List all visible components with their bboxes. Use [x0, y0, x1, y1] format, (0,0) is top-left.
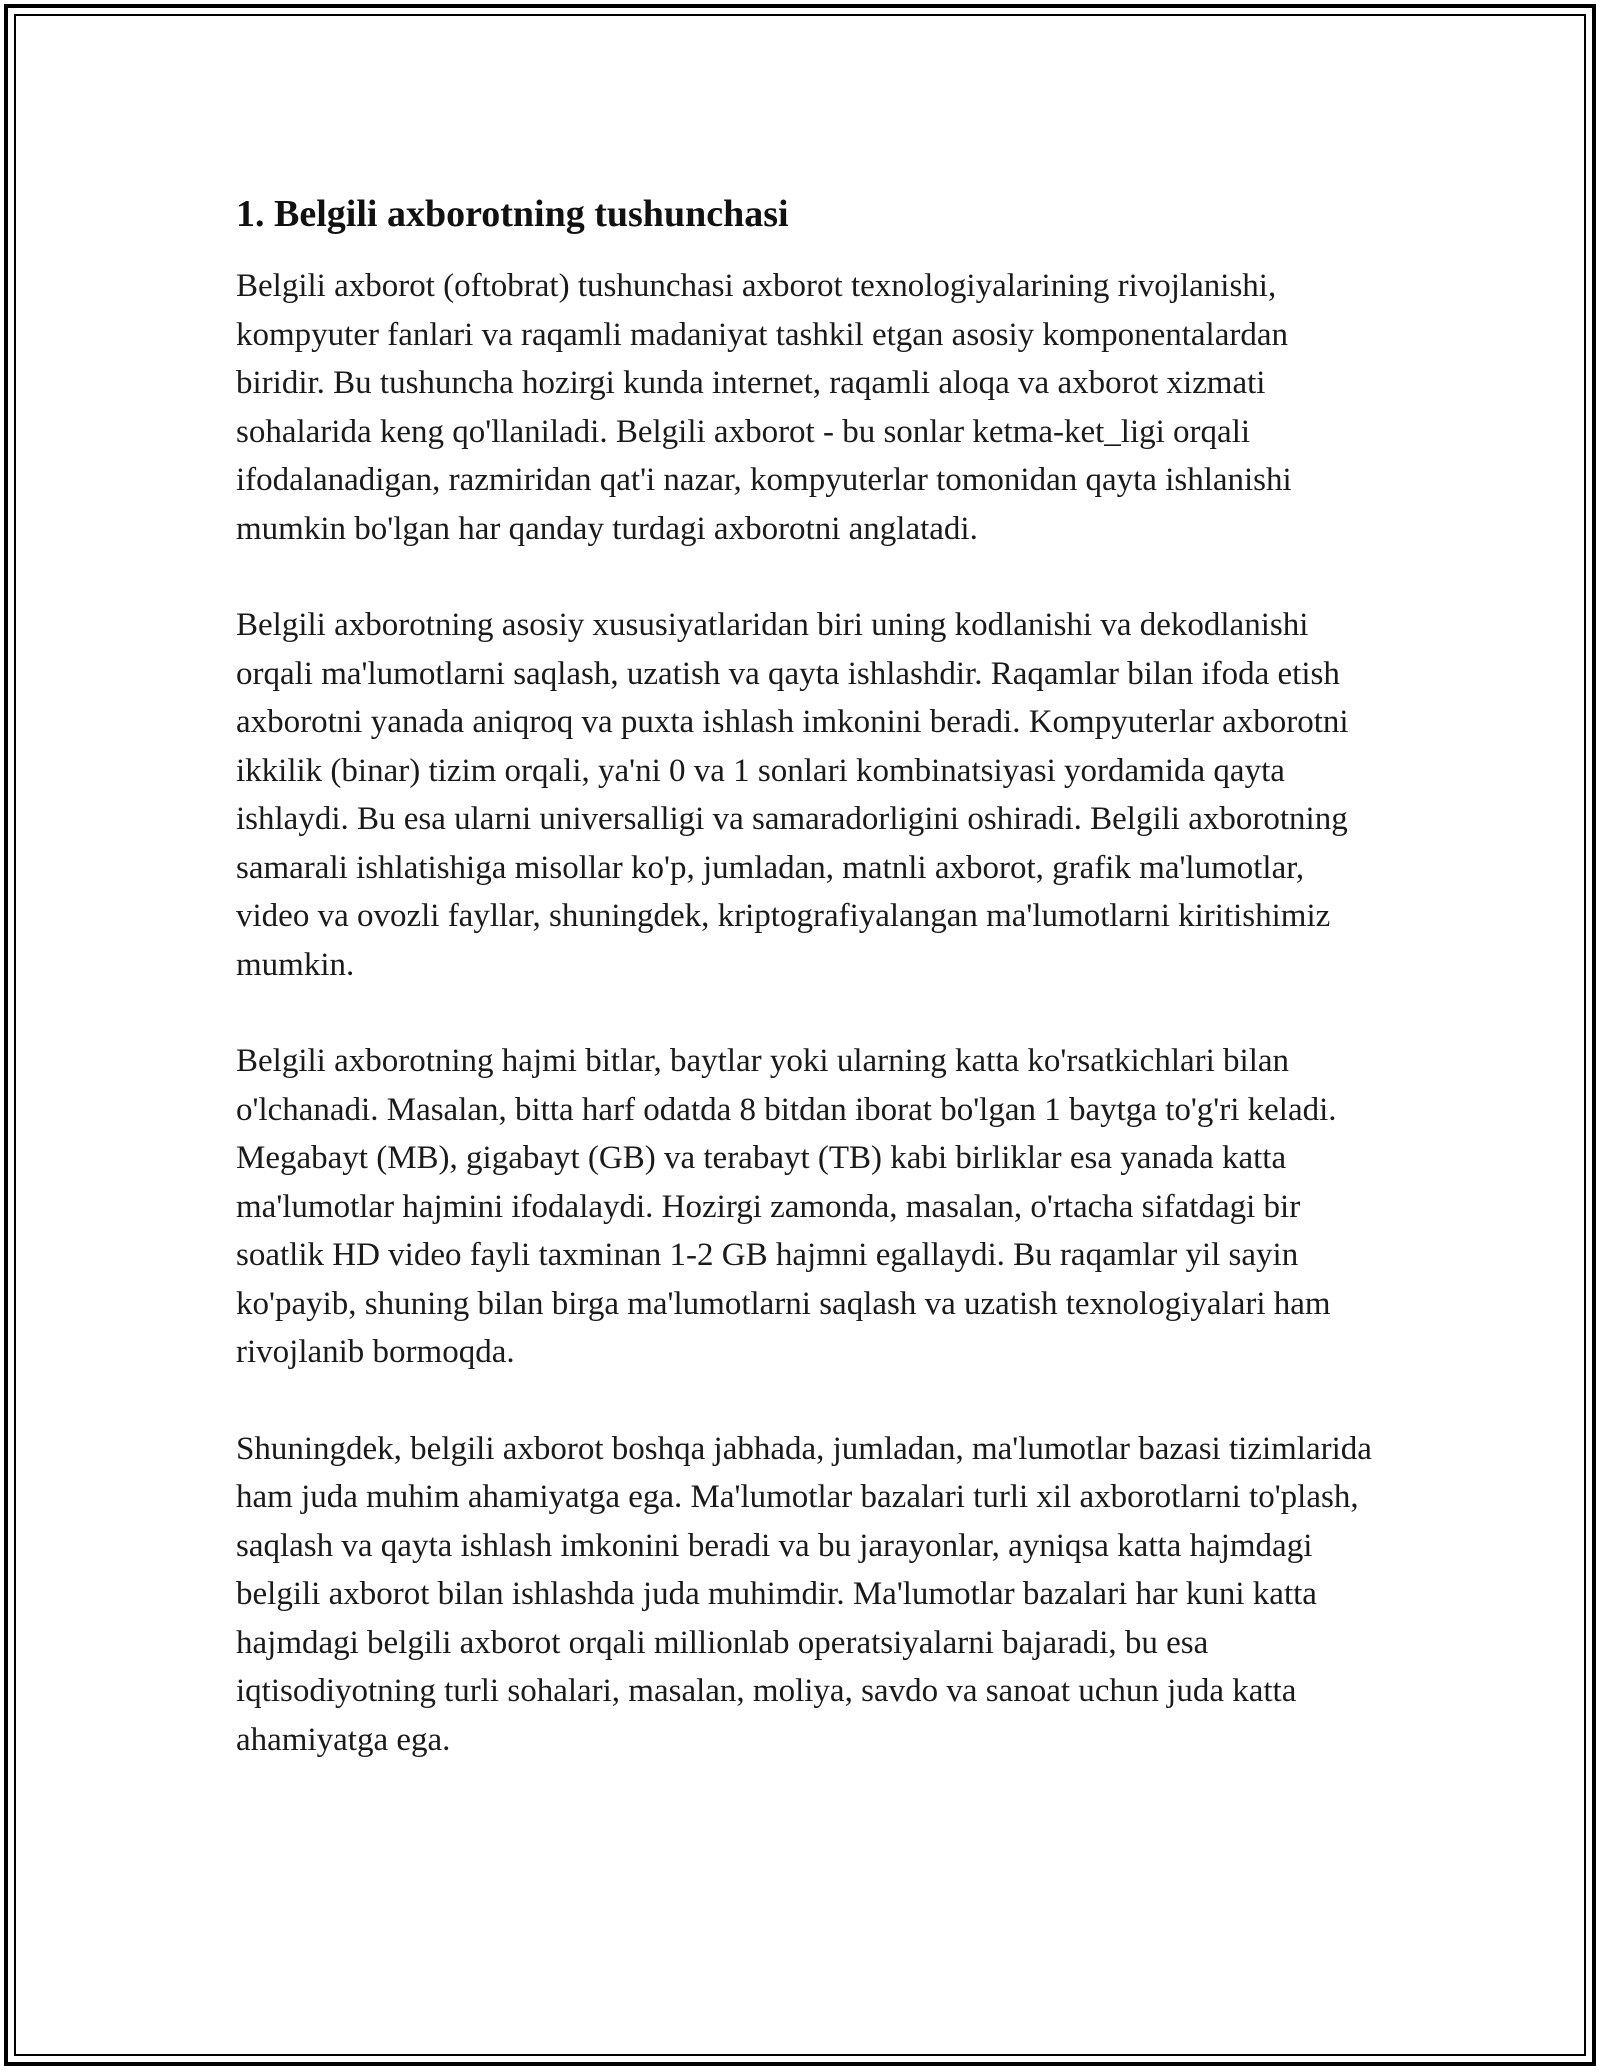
paragraph-3: Belgili axborotning hajmi bitlar, baytlar yoki ularning katta ko'rsatkichlari bilan o'lchanadi. Masalan, bitta harf odatda 8 bitdan iborat bo'lgan 1 baytga to'g'ri keladi. Megabayt (MB), gigabayt (GB) va terabayt (TB) kabi birliklar esa yanada katta ma'lumotlar hajmini ifodalaydi. Hozirgi zamonda, masalan, o'rtacha sifatdagi bir soatlik HD video fayli taxminan 1-2 GB hajmni egallaydi. Bu raqamlar yil sayin ko'payib, shuning bilan birga ma'lumotlarni saqlash va uzatish texnologiyalari ham rivojlanib bormoqda. — [236, 1043, 1337, 1370]
paragraph-2: Belgili axborotning asosiy xususiyatlaridan biri uning kodlanishi va dekodlanishi orqali ma'lumotlarni saqlash, uzatish va qayta ishlashdir. Raqamlar bilan ifoda etish axborotni yanada aniqroq va puxta ishlash imkonini beradi. Kompyuterlar axborotni ikkilik (binar) tizim orqali, ya'ni 0 va 1 sonlari kombinatsiyasi yordamida qayta ishlaydi. Bu esa ularni universalligi va samaradorligini oshiradi. Belgili axborotning samarali ishlatishiga misollar ko'p, jumladan, matnli axborot, grafik ma'lumotlar, video va ovozli fayllar, shuningdek, kriptografiyalangan ma'lumotlarni kiritishimiz mumkin. — [236, 607, 1349, 983]
section-heading: 1. Belgili axborotning tushunchasi — [236, 193, 789, 235]
paragraph-4: Shuningdek, belgili axborot boshqa jabhada, jumladan, ma'lumotlar bazasi tizimlarida ham juda muhim ahamiyatga ega. Ma'lumotlar bazalari turli xil axborotlarni to'plash, saqlash va qayta ishlash imkonini beradi va bu jarayonlar, ayniqsa katta hajmdagi belgili axborot bilan ishlashda juda muhimdir. Ma'lumotlar bazalari har kuni katta hajmdagi belgili axborot orqali millionlab operatsiyalarni bajaradi, bu esa iqtisodiyotning turli sohalari, masalan, moliya, savdo va sanoat uchun juda katta ahamiyatga ega. — [236, 1430, 1372, 1758]
paragraph-1: Belgili axborot (oftobrat) tushunchasi axborot texnologiyalarining rivojlanishi, kompyuter fanlari va raqamli madaniyat tashkil etgan asosiy komponentalardan biridir. Bu tushuncha hozirgi kunda internet, raqamli aloqa va axborot xizmati sohalarida keng qo'llaniladi. Belgili axborot - bu sonlar ketma-ket_ligi orqali ifodalanadigan, razmiridan qat'i nazar, kompyuterlar tomonidan qayta ishlanishi mumkin bo'lgan har qanday turdagi axborotni anglatadi. — [236, 268, 1292, 547]
document-body — [236, 186, 1376, 1812]
